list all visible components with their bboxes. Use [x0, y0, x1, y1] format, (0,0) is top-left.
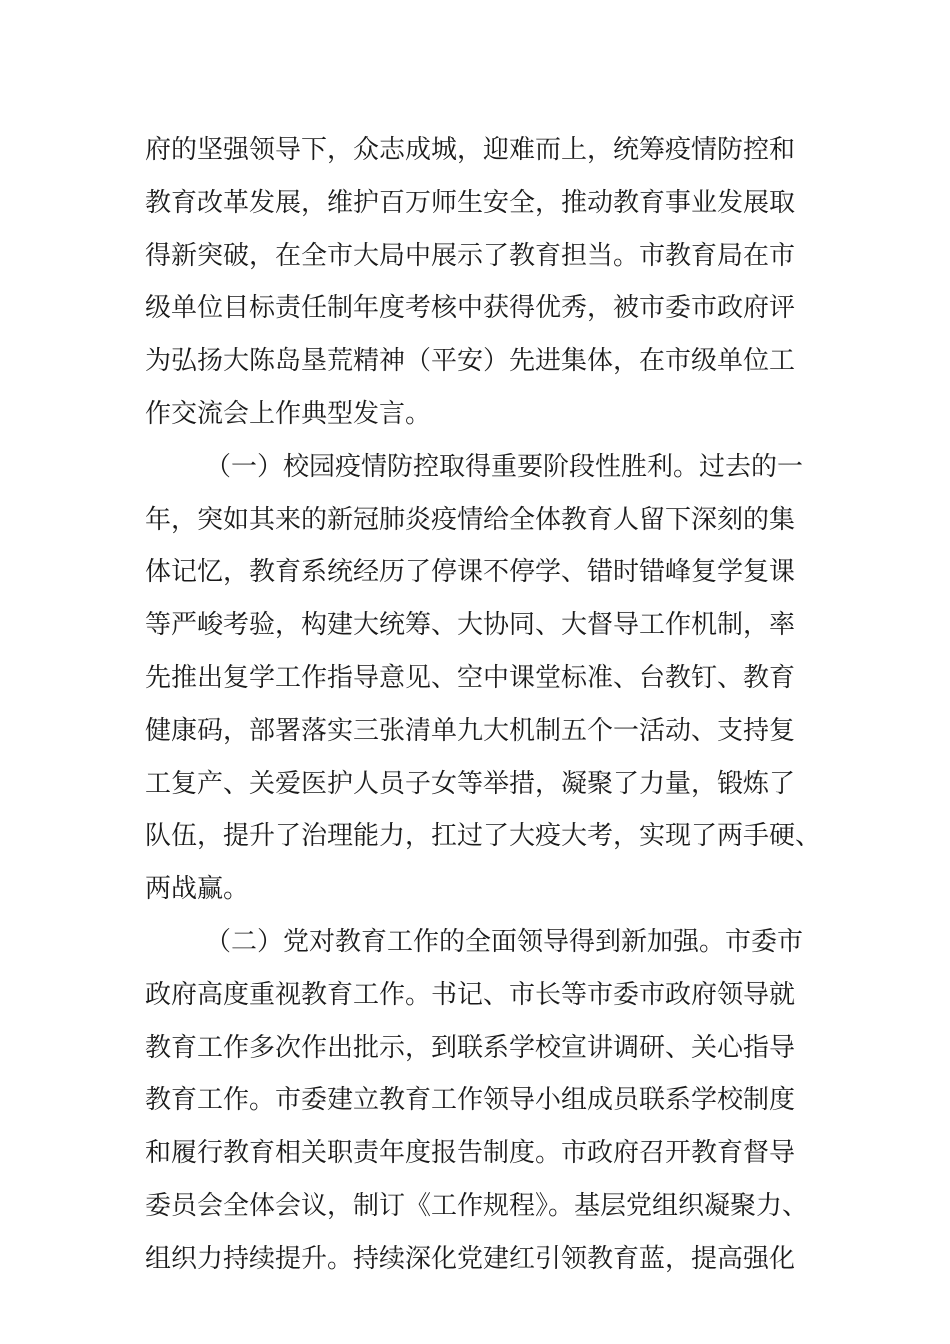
text-line: 组织力持续提升。持续深化党建红引领教育蓝，提高强化: [145, 1243, 796, 1274]
text-line: 得新突破，在全市大局中展示了教育担当。市教育局在市: [145, 240, 796, 271]
text-line: 作交流会上作典型发言。: [145, 398, 432, 429]
document-body: [145, 124, 822, 1286]
text-line: 等严峻考验，构建大统筹、大协同、大督导工作机制，率: [145, 610, 796, 641]
text-line: 教育工作多次作出批示，到联系学校宣讲调研、关心指导: [145, 1032, 796, 1063]
paragraph-section-1: [145, 441, 822, 916]
text-line: 队伍，提升了治理能力，扛过了大疫大考，实现了两手硬、: [145, 821, 822, 852]
paragraph-section-2: [145, 916, 809, 1286]
text-line: 健康码，部署落实三张清单九大机制五个一活动、支持复: [145, 715, 796, 746]
text-line: 政府高度重视教育工作。书记、市长等市委市政府领导就: [145, 979, 796, 1010]
text-line: 体记忆，教育系统经历了停课不停学、错时错峰复学复课: [145, 557, 796, 588]
text-line: 和履行教育相关职责年度报告制度。市政府召开教育督导: [145, 1138, 796, 1169]
section-heading-line: （二）党对教育工作的全面领导得到新加强。市委市: [205, 926, 804, 957]
text-line: 年，突如其来的新冠肺炎疫情给全体教育人留下深刻的集: [145, 504, 796, 535]
paragraph-intro: [145, 124, 805, 441]
text-line: 委员会全体会议，制订《工作规程》。基层党组织凝聚力、: [145, 1190, 809, 1221]
text-line: 府的坚强领导下，众志成城，迎难而上，统筹疫情防控和: [145, 135, 796, 165]
text-line: 教育工作。市委建立教育工作领导小组成员联系学校制度: [145, 1085, 796, 1116]
section-heading-line: （一）校园疫情防控取得重要阶段性胜利。过去的一: [205, 451, 804, 482]
text-line: 工复产、关爱医护人员子女等举措，凝聚了力量，锻炼了: [145, 768, 796, 799]
text-line: 级单位目标责任制年度考核中获得优秀，被市委市政府评: [145, 293, 796, 324]
text-line: 为弘扬大陈岛垦荒精神（平安）先进集体，在市级单位工: [145, 346, 796, 377]
text-line: 先推出复学工作指导意见、空中课堂标准、台教钉、教育: [145, 662, 796, 693]
text-line: 教育改革发展，维护百万师生安全，推动教育事业发展取: [145, 187, 796, 218]
text-line: 两战赢。: [145, 874, 250, 905]
